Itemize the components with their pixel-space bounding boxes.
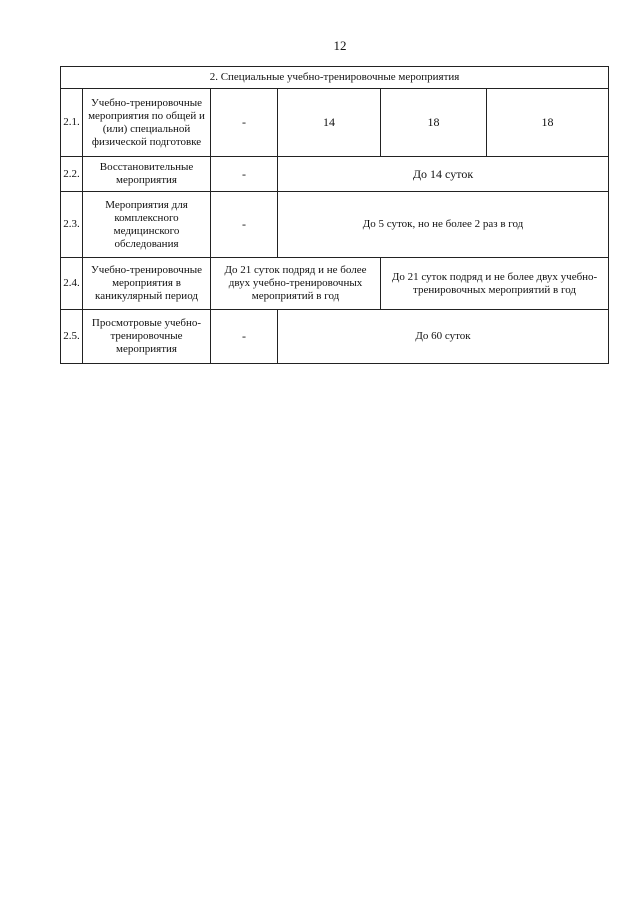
table-row xyxy=(61,89,609,157)
row-name: Учебно-тренировочные мероприятия в каникулярный период xyxy=(83,258,211,310)
cell-value-merged: До 5 суток, но не более 2 раз в год xyxy=(278,192,609,258)
row-number: 2.5. xyxy=(61,310,83,364)
cell-value-merged: До 14 суток xyxy=(278,157,609,192)
training-events-table xyxy=(60,66,609,364)
section-header-row xyxy=(61,67,609,89)
cell-value-merged: До 21 суток подряд и не более двух учебно-тренировочных мероприятий в год xyxy=(211,258,381,310)
cell-value-merged: До 21 суток подряд и не более двух учебно-тренировочных мероприятий в год xyxy=(381,258,609,310)
cell-value: 18 xyxy=(381,89,487,157)
table-row xyxy=(61,157,609,192)
cell-value: - xyxy=(211,192,278,258)
row-number: 2.2. xyxy=(61,157,83,192)
cell-value: 14 xyxy=(278,89,381,157)
row-number: 2.3. xyxy=(61,192,83,258)
section-title: 2. Специальные учебно-тренировочные мероприятия xyxy=(61,67,609,89)
row-name: Восстановительные мероприятия xyxy=(83,157,211,192)
cell-value-merged: До 60 суток xyxy=(278,310,609,364)
cell-value: 18 xyxy=(487,89,609,157)
table-row xyxy=(61,310,609,364)
cell-value: - xyxy=(211,310,278,364)
cell-value: - xyxy=(211,89,278,157)
row-name: Просмотровые учебно-тренировочные мероприятия xyxy=(83,310,211,364)
table-row xyxy=(61,192,609,258)
row-number: 2.4. xyxy=(61,258,83,310)
row-name: Учебно-тренировочные мероприятия по общей и (или) специальной физической подготовке xyxy=(83,89,211,157)
cell-value: - xyxy=(211,157,278,192)
page-number: 12 xyxy=(333,38,347,53)
row-number: 2.1. xyxy=(61,89,83,157)
table-row xyxy=(61,258,609,310)
row-name: Мероприятия для комплексного медицинского обследования xyxy=(83,192,211,258)
